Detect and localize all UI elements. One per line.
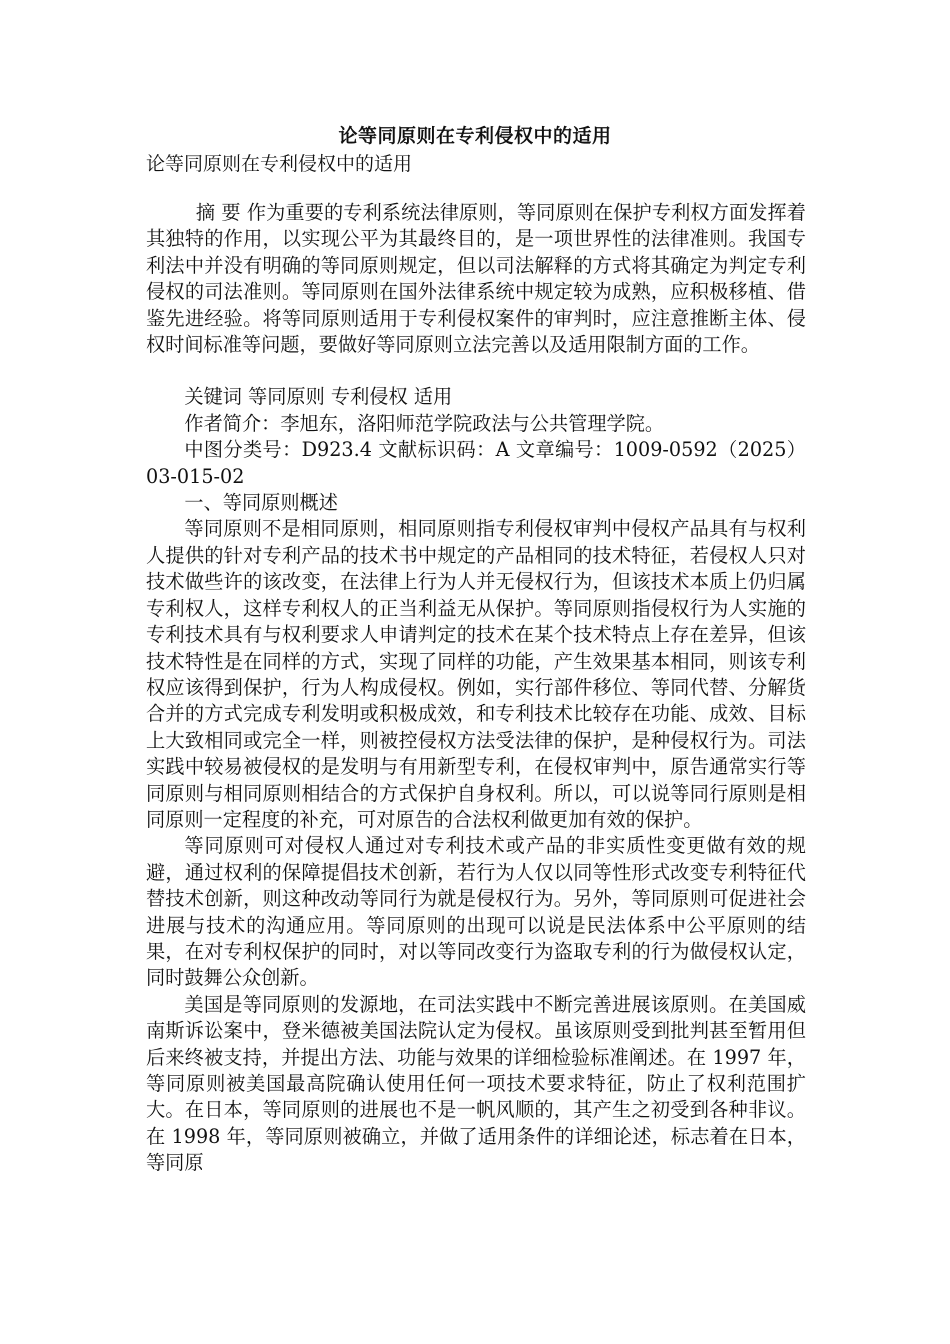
classification-line: 中图分类号：D923.4 文献标识码：A 文章编号：1009-0592（2025）03-015-02 <box>146 438 806 488</box>
body-paragraph: 等同原则可对侵权人通过对专利技术或产品的非实质性变更做有效的规避，通过权利的保障提倡技术创新，若行为人仅以同等性形式改变专利特征代替技术创新，则这种改动等同行为就是侵权行为。另外，等同原则可促进社会进展与技术的沟通应用。等同原则的出现可以说是民法体系中公平原则的结果，在对专利权保护的同时，对以等同改变行为盗取专利的行为做侵权认定，同时鼓舞公众创新。 <box>146 834 806 990</box>
abstract-paragraph: 摘 要 作为重要的专利系统法律原则，等同原则在保护专利权方面发挥着其独特的作用，以实现公平为其最终目的，是一项世界性的法律准则。我国专利法中并没有明确的等同原则规定，但以司法解释的方式将其确定为判定专利侵权的司法准则。等同原则在国外法律系统中规定较为成熟，应积极移植、借鉴先进经验。将等同原则适用于专利侵权案件的审判时，应注意推断主体、侵权时间标准等问题，要做好等同原则立法完善以及适用限制方面的工作。 <box>146 201 806 357</box>
section-heading: 一、等同原则概述 <box>184 491 338 515</box>
document-title: 论等同原则在专利侵权中的适用 <box>338 125 612 147</box>
body-paragraph: 等同原则不是相同原则，相同原则指专利侵权审判中侵权产品具有与权利人提供的针对专利产品的技术书中规定的产品相同的技术特征，若侵权人只对技术做些许的该改变，在法律上行为人并无侵权行为，但该技术本质上仍归属专利权人，这样专利权人的正当利益无从保护。等同原则指侵权行为人实施的专利技术具有与权利要求人申请判定的技术在某个技术特点上存在差异，但该技术特性是在同样的方式，实现了同样的功能，产生效果基本相同，则该专利权应该得到保护，行为人构成侵权。例如，实行部件移位、等同代替、分解货合并的方式完成专利发明或积极成效，和专利技术比较存在功能、成效、目标上大致相同或完全一样，则被控侵权方法受法律的保护，是种侵权行为。司法实践中较易被侵权的是发明与有用新型专利，在侵权审判中，原告通常实行等同原则与相同原则相结合的方式保护自身权利。所以，可以说等同行原则是相同原则一定程度的补充，可对原告的合法权利做更加有效的保护。 <box>146 517 806 831</box>
body-paragraph: 美国是等同原则的发源地，在司法实践中不断完善进展该原则。在美国威南斯诉讼案中，登米德被美国法院认定为侵权。虽该原则受到批判甚至暂用但后来终被支持，并提出方法、功能与效果的详细检验标准阐述。在 1997 年，等同原则被美国最高院确认使用任何一项技术要求特征，防止了权利范围扩大。在日本，等同原则的进展也不是一帆风顺的，其产生之初受到各种非议。在 1998 年，等同原则被确立，并做了适用条件的详细论述，标志着在日本，等同原 <box>146 992 806 1175</box>
paragraph-gap <box>146 358 806 384</box>
document-body <box>146 200 806 1177</box>
author-line: 作者简介：李旭东，洛阳师范学院政法与公共管理学院。 <box>184 411 665 435</box>
keywords-line: 关键词 等同原则 专利侵权 适用 <box>184 385 453 409</box>
document-subtitle: 论等同原则在专利侵权中的适用 <box>146 153 413 175</box>
